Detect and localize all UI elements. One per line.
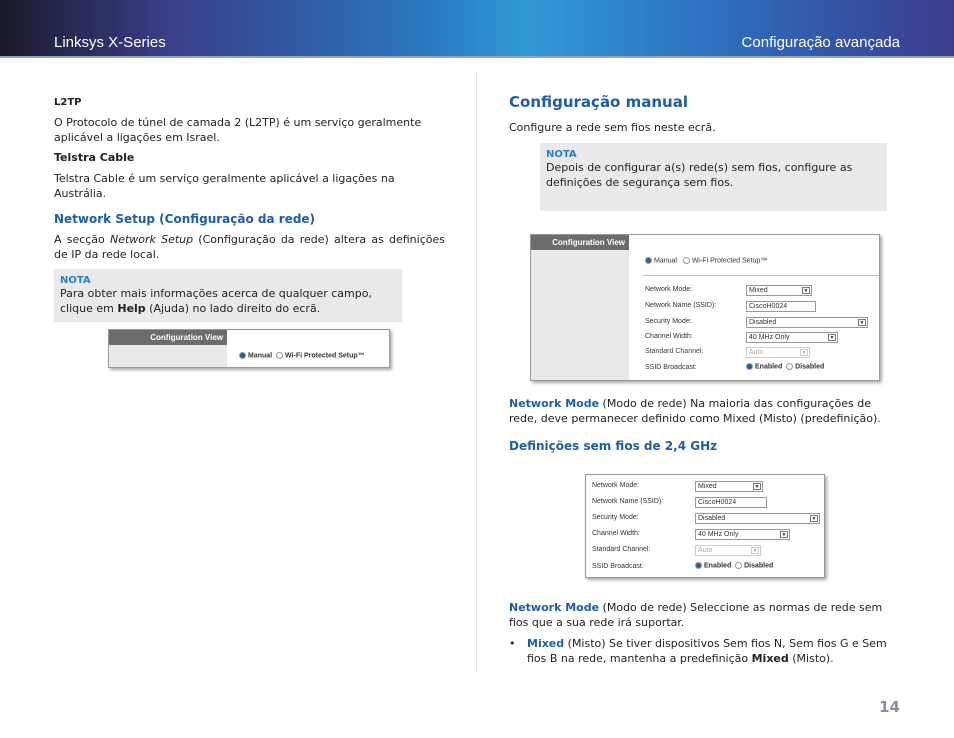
note-label: NOTA xyxy=(546,149,577,160)
network-mode-desc-2: Network Mode (Modo de rede) Seleccione as normas de rede sem fios que a sua rede irá suportar. xyxy=(509,601,883,629)
network-setup-title: Network Setup (Configuração da rede) xyxy=(54,212,316,226)
manual-radio[interactable] xyxy=(645,257,652,264)
note-label: NOTA xyxy=(60,275,91,286)
wireless-settings-screenshot xyxy=(585,474,825,578)
broadcast-enabled-radio[interactable] xyxy=(746,363,753,370)
config-view-label: Configuration View xyxy=(531,235,629,250)
telstra-text: Telstra Cable é um serviço geralmente aplicável a ligações na Austrália. xyxy=(54,172,395,200)
page-number: 14 xyxy=(879,698,900,716)
standard-channel-select[interactable]: Auto ▼ xyxy=(746,347,810,358)
wps-radio[interactable] xyxy=(683,257,690,264)
wps-radio[interactable] xyxy=(276,352,283,359)
note-box xyxy=(54,269,402,322)
config-view-screenshot-small xyxy=(108,329,390,368)
mixed-bullet: • Mixed (Misto) Se tiver dispositivos Sem fios N, Sem fios G e Sem fios B na rede, mantenha a predefinição Mixed (Misto). xyxy=(509,637,887,665)
l2tp-title: L2TP xyxy=(54,97,82,108)
telstra-title: Telstra Cable xyxy=(54,151,135,164)
broadcast-disabled-radio[interactable] xyxy=(735,562,742,569)
channel-width-select[interactable]: 40 MHz Only ▼ xyxy=(746,332,838,343)
note-box-right xyxy=(540,143,887,211)
channel-width-select[interactable]: 40 MHz Only ▼ xyxy=(695,529,790,540)
network-mode-select[interactable]: Mixed ▼ xyxy=(746,285,812,296)
ssid-input[interactable]: CiscoH0024 xyxy=(746,301,816,312)
l2tp-text: O Protocolo de túnel de camada 2 (L2TP) é um serviço geralmente aplicável a ligações em Israel. xyxy=(54,116,422,144)
network-mode-desc-1: Network Mode (Modo de rede) Na maioria das configurações de rede, deve permanecer definido como Mixed (Misto) (predefinição). xyxy=(509,397,881,425)
note-text: Depois de configurar a(s) rede(s) sem fios, configure as definições de segurança sem fios. xyxy=(546,161,853,189)
manual-radio[interactable] xyxy=(239,352,246,359)
network-mode-select[interactable]: Mixed ▼ xyxy=(695,481,763,492)
settings-24ghz-title: Definições sem fios de 2,4 GHz xyxy=(509,439,718,453)
security-mode-select[interactable]: Disabled ▼ xyxy=(746,317,868,328)
header-left: Linksys X-Series xyxy=(54,34,166,51)
broadcast-enabled-radio[interactable] xyxy=(695,562,702,569)
header-right: Configuração avançada xyxy=(741,34,900,51)
mode-radios: Manual Wi-Fi Protected Setup™ xyxy=(239,352,365,359)
config-view-screenshot xyxy=(530,234,880,381)
column-divider xyxy=(476,72,477,672)
left-column xyxy=(54,95,445,322)
right-column-bottom xyxy=(509,600,900,666)
mode-radios: Manual Wi-Fi Protected Setup™ xyxy=(645,257,767,264)
right-column-lower xyxy=(509,396,900,453)
manual-config-title: Configuração manual xyxy=(509,93,688,111)
wireless-form: Network Mode: Mixed ▼ Network Name (SSID): CiscoH0024 Security Mode: Disabled ▼ Channel Width: 40 MHz Only ▼ Standard Channel: Auto ▼ SSID Broadcast: Enabled Disabled xyxy=(592,481,822,576)
security-mode-select[interactable]: Disabled ▼ xyxy=(695,513,820,524)
intro-text: Configure a rede sem fios neste ecrã. xyxy=(509,121,716,134)
broadcast-disabled-radio[interactable] xyxy=(786,363,793,370)
network-setup-text: A secção Network Setup (Configuração da rede) altera as definições de IP da rede local. xyxy=(54,233,445,261)
wireless-form: Network Mode: Mixed ▼ Network Name (SSID): CiscoH0024 Security Mode: Disabled ▼ Channel Width: 40 MHz Only ▼ Standard Channel: Auto ▼ SSID Broadcast: Enabled Disabled xyxy=(645,285,870,375)
page-header xyxy=(0,0,954,58)
ssid-input[interactable]: CiscoH0024 xyxy=(695,497,767,508)
standard-channel-select[interactable]: Auto ▼ xyxy=(695,545,761,556)
note-text: Para obter mais informações acerca de qualquer campo, clique em Help (Ajuda) no lado direito do ecrã. xyxy=(60,287,372,315)
right-column xyxy=(509,93,900,211)
config-view-label: Configuration View xyxy=(109,330,227,345)
